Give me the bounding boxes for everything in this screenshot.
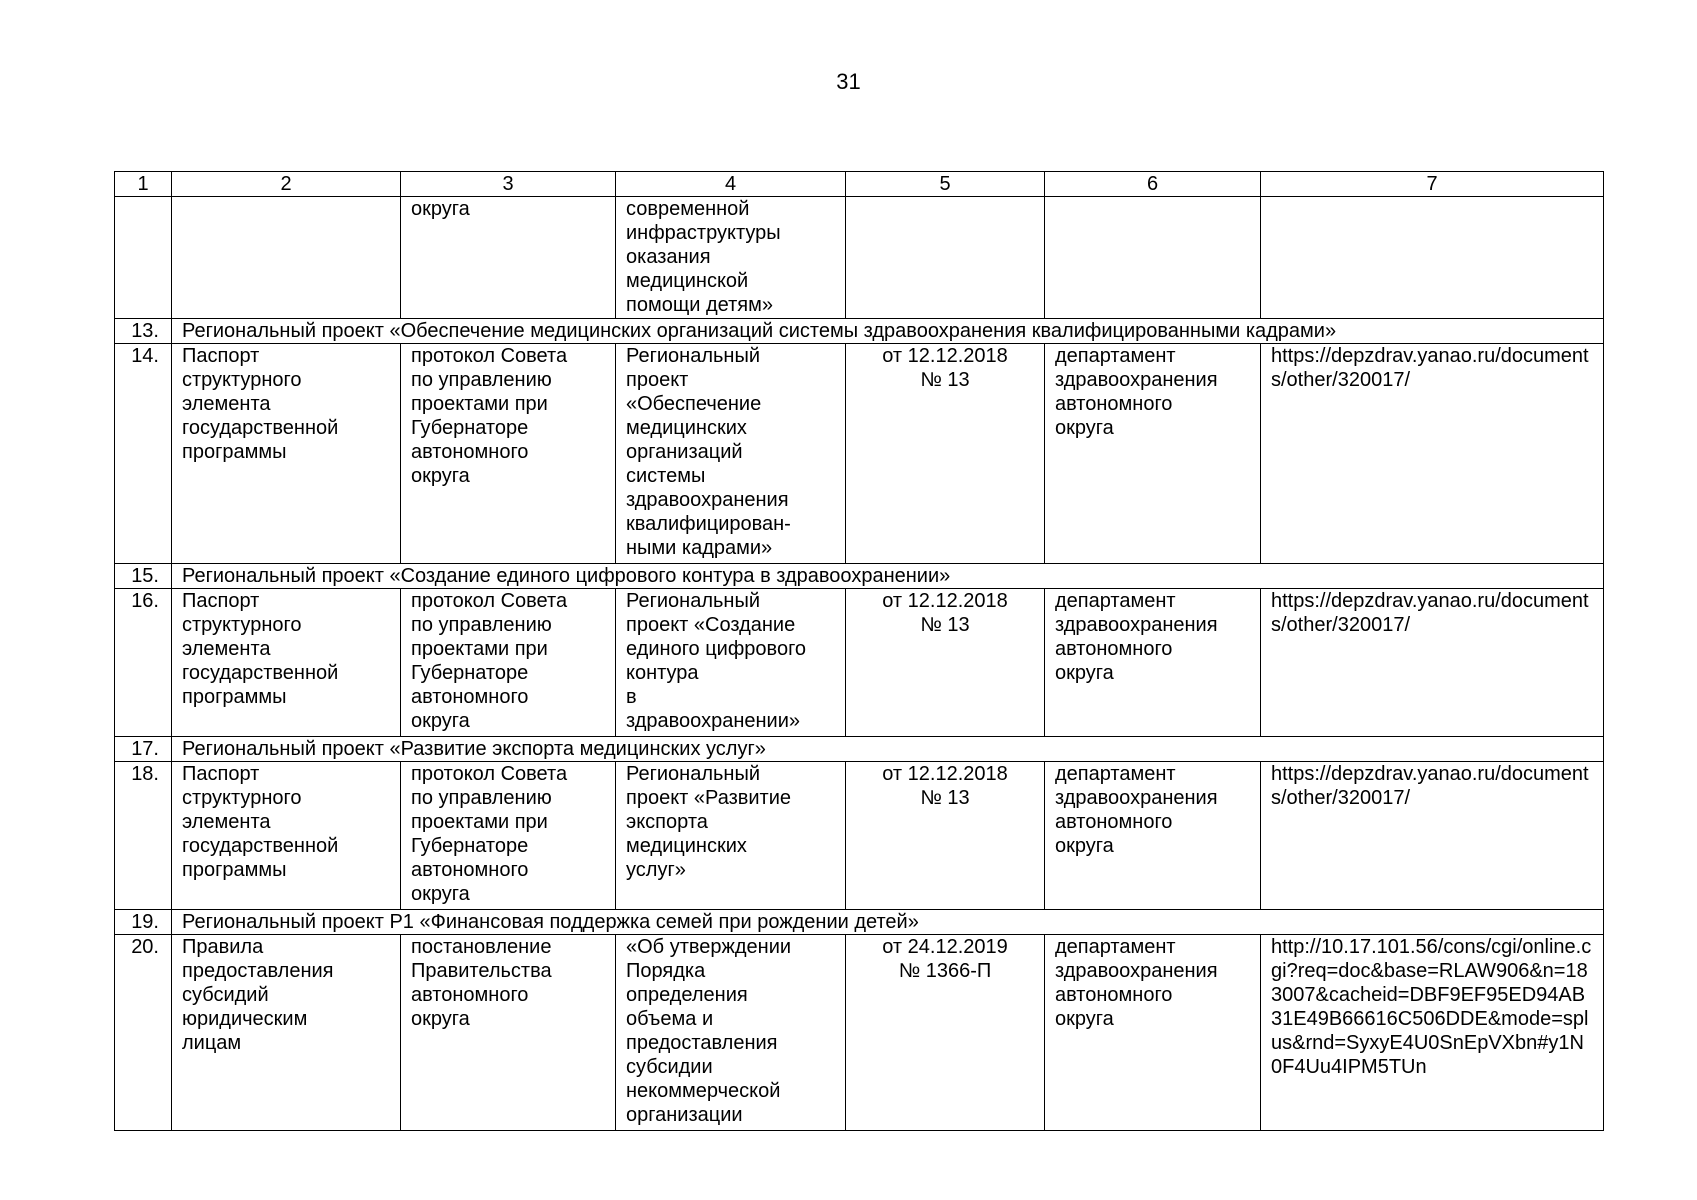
- act-type-cell: протокол Совета по управлению проектами при Губернаторе автономного округа: [401, 589, 616, 737]
- row-number: 18.: [115, 762, 172, 910]
- column-header: 4: [616, 172, 846, 197]
- act-title-cell: Региональный проект «Развитие экспорта медицинских услуг»: [616, 762, 846, 910]
- link-cell[interactable]: https://depzdrav.yanao.ru/documents/other/320017/: [1261, 589, 1604, 737]
- table-cell: [1045, 197, 1261, 319]
- table-cell: [115, 197, 172, 319]
- document-table: [114, 171, 1604, 1131]
- table-cell: [1261, 197, 1604, 319]
- table-row: [115, 935, 1604, 1131]
- section-title: Региональный проект «Создание единого цифрового контура в здравоохранении»: [172, 564, 1604, 589]
- link-cell[interactable]: https://depzdrav.yanao.ru/documents/other/320017/: [1261, 762, 1604, 910]
- section-title: Региональный проект «Развитие экспорта медицинских услуг»: [172, 737, 1604, 762]
- act-title-cell: Региональный проект «Обеспечение медицинских организаций системы здравоохранения квалифицирован- ными кадрами»: [616, 344, 846, 564]
- section-row: [115, 910, 1604, 935]
- table-cell: [846, 197, 1045, 319]
- table-cell: [172, 197, 401, 319]
- row-number: 16.: [115, 589, 172, 737]
- column-header: 5: [846, 172, 1045, 197]
- date-number-cell: от 12.12.2018 № 13: [846, 589, 1045, 737]
- responsible-cell: департамент здравоохранения автономного округа: [1045, 589, 1261, 737]
- act-type-cell: протокол Совета по управлению проектами при Губернаторе автономного округа: [401, 762, 616, 910]
- table-row: [115, 589, 1604, 737]
- column-header: 6: [1045, 172, 1261, 197]
- column-header: 2: [172, 172, 401, 197]
- row-number: 20.: [115, 935, 172, 1131]
- row-number: 15.: [115, 564, 172, 589]
- row-number: 13.: [115, 319, 172, 344]
- section-title: Региональный проект «Обеспечение медицинских организаций системы здравоохранения квалифицированными кадрами»: [172, 319, 1604, 344]
- column-header: 7: [1261, 172, 1604, 197]
- section-row: [115, 319, 1604, 344]
- table-row: [115, 344, 1604, 564]
- column-number-row: [115, 172, 1604, 197]
- continuation-row: [115, 197, 1604, 319]
- section-title: Региональный проект Р1 «Финансовая поддержка семей при рождении детей»: [172, 910, 1604, 935]
- section-row: [115, 737, 1604, 762]
- date-number-cell: от 12.12.2018 № 13: [846, 762, 1045, 910]
- table-cell: округа: [401, 197, 616, 319]
- act-title-cell: Региональный проект «Создание единого цифрового контура в здравоохранении»: [616, 589, 846, 737]
- column-header: 3: [401, 172, 616, 197]
- page-number: 31: [836, 69, 861, 94]
- act-title-cell: «Об утверждении Порядка определения объема и предоставления субсидии некоммерческой организации: [616, 935, 846, 1131]
- responsible-cell: департамент здравоохранения автономного округа: [1045, 762, 1261, 910]
- document-type-cell: Правила предоставления субсидий юридическим лицам: [172, 935, 401, 1131]
- document-type-cell: Паспорт структурного элемента государственной программы: [172, 344, 401, 564]
- document-type-cell: Паспорт структурного элемента государственной программы: [172, 762, 401, 910]
- responsible-cell: департамент здравоохранения автономного округа: [1045, 935, 1261, 1131]
- link-cell[interactable]: https://depzdrav.yanao.ru/documents/other/320017/: [1261, 344, 1604, 564]
- responsible-cell: департамент здравоохранения автономного округа: [1045, 344, 1261, 564]
- date-number-cell: от 24.12.2019 № 1366-П: [846, 935, 1045, 1131]
- link-cell[interactable]: http://10.17.101.56/cons/cgi/online.cgi?req=doc&base=RLAW906&n=183007&cacheid=DBF9EF95ED94AB31E49B66616C506DDE&mode=splus&rnd=SyxyE4U0SnEpVXbn#y1N0F4Uu4IPM5TUn: [1261, 935, 1604, 1131]
- column-header: 1: [115, 172, 172, 197]
- section-row: [115, 564, 1604, 589]
- date-number-cell: от 12.12.2018 № 13: [846, 344, 1045, 564]
- act-type-cell: постановление Правительства автономного округа: [401, 935, 616, 1131]
- row-number: 17.: [115, 737, 172, 762]
- document-type-cell: Паспорт структурного элемента государственной программы: [172, 589, 401, 737]
- row-number: 19.: [115, 910, 172, 935]
- table-row: [115, 762, 1604, 910]
- row-number: 14.: [115, 344, 172, 564]
- act-type-cell: протокол Совета по управлению проектами при Губернаторе автономного округа: [401, 344, 616, 564]
- table-cell: современной инфраструктуры оказания медицинской помощи детям»: [616, 197, 846, 319]
